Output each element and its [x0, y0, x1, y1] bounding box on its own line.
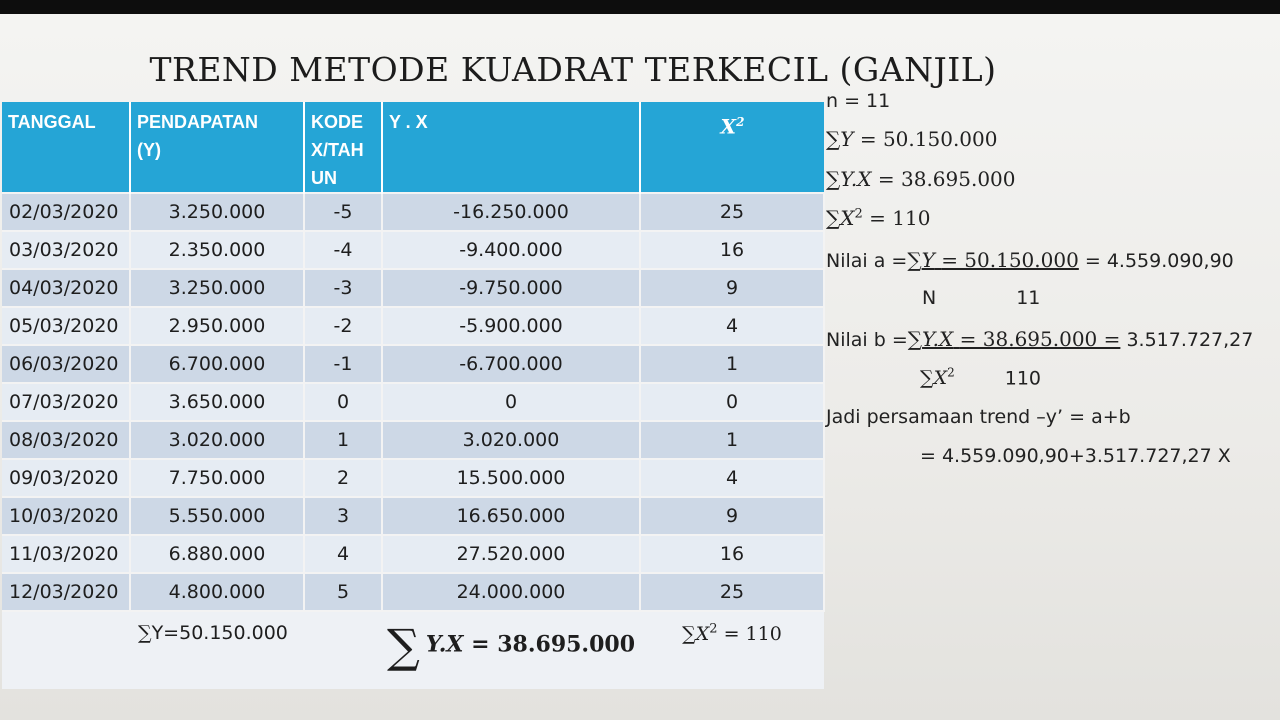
- top-black-bar: [0, 0, 1280, 14]
- table-header-row: [2, 102, 824, 193]
- cell-x2: 16: [640, 535, 824, 573]
- trend-equation-result: = 4.559.090,90+3.517.727,27 X: [920, 445, 1231, 467]
- total-cell-empty-2: [304, 611, 382, 689]
- cell-x2: 1: [640, 421, 824, 459]
- table-row: [2, 459, 824, 497]
- cell-tanggal: 07/03/2020: [2, 383, 130, 421]
- nilai-b-line: Nilai b =∑Y.X = 38.695.000 = 3.517.727,27: [826, 327, 1254, 351]
- cell-kode: 1: [304, 421, 382, 459]
- cell-tanggal: 06/03/2020: [2, 345, 130, 383]
- n-line: n = 11: [826, 90, 891, 112]
- table-row: [2, 573, 824, 611]
- table-row: [2, 497, 824, 535]
- cell-kode: -5: [304, 193, 382, 231]
- cell-kode: 3: [304, 497, 382, 535]
- cell-pendapatan: 3.250.000: [130, 269, 304, 307]
- cell-pendapatan: 2.950.000: [130, 307, 304, 345]
- cell-tanggal: 11/03/2020: [2, 535, 130, 573]
- cell-x2: 4: [640, 459, 824, 497]
- cell-tanggal: 03/03/2020: [2, 231, 130, 269]
- cell-kode: 2: [304, 459, 382, 497]
- cell-x2: 9: [640, 269, 824, 307]
- total-sum-x2: $\sum X^2 = 110$: [640, 611, 824, 689]
- cell-kode: -2: [304, 307, 382, 345]
- slide-title: TREND METODE KUADRAT TERKECIL (GANJIL): [149, 50, 997, 89]
- cell-yx: 24.000.000: [382, 573, 640, 611]
- nilai-a-denominator: N 11: [922, 287, 1041, 309]
- cell-x2: 16: [640, 231, 824, 269]
- cell-pendapatan: 6.880.000: [130, 535, 304, 573]
- cell-yx: 16.650.000: [382, 497, 640, 535]
- cell-x2: 25: [640, 193, 824, 231]
- cell-x2: 4: [640, 307, 824, 345]
- table-row: [2, 269, 824, 307]
- cell-kode: -4: [304, 231, 382, 269]
- cell-yx: 27.520.000: [382, 535, 640, 573]
- cell-x2: 0: [640, 383, 824, 421]
- cell-pendapatan: 5.550.000: [130, 497, 304, 535]
- totals-row: [2, 611, 824, 689]
- cell-x2: 25: [640, 573, 824, 611]
- cell-yx: -5.900.000: [382, 307, 640, 345]
- cell-tanggal: 08/03/2020: [2, 421, 130, 459]
- cell-tanggal: 04/03/2020: [2, 269, 130, 307]
- table-row: [2, 345, 824, 383]
- cell-tanggal: 09/03/2020: [2, 459, 130, 497]
- header-pendapatan: PENDAPATAN (Y): [130, 102, 304, 193]
- cell-pendapatan: 4.800.000: [130, 573, 304, 611]
- header-tanggal: TANGGAL: [2, 102, 130, 193]
- sum-yx-line: ∑Y.X = 38.695.000: [826, 167, 1016, 191]
- sum-x2-line: $\sum X^2 = 110$: [826, 206, 931, 230]
- cell-yx: -9.750.000: [382, 269, 640, 307]
- table-row: [2, 535, 824, 573]
- cell-pendapatan: 3.650.000: [130, 383, 304, 421]
- cell-tanggal: 12/03/2020: [2, 573, 130, 611]
- cell-yx: -16.250.000: [382, 193, 640, 231]
- table-row: [2, 421, 824, 459]
- header-yx: Y . X: [382, 102, 640, 193]
- cell-tanggal: 05/03/2020: [2, 307, 130, 345]
- table-row: [2, 231, 824, 269]
- header-x2: $X^2$: [640, 102, 824, 193]
- cell-pendapatan: 3.250.000: [130, 193, 304, 231]
- total-cell-empty: [2, 611, 130, 689]
- table-row: [2, 193, 824, 231]
- trend-equation-line: Jadi persamaan trend –y’ = a+b: [826, 406, 1131, 428]
- cell-yx: -9.400.000: [382, 231, 640, 269]
- cell-yx: 0: [382, 383, 640, 421]
- total-sum-yx: ∑ Y.X = 38.695.000: [382, 611, 640, 689]
- slide: [0, 14, 1280, 720]
- cell-kode: -1: [304, 345, 382, 383]
- cell-pendapatan: 7.750.000: [130, 459, 304, 497]
- cell-kode: 5: [304, 573, 382, 611]
- cell-tanggal: 10/03/2020: [2, 497, 130, 535]
- cell-x2: 9: [640, 497, 824, 535]
- cell-kode: 4: [304, 535, 382, 573]
- nilai-b-denominator: $\sum X^2$ 110: [920, 366, 1042, 390]
- sum-y-line: ∑Y = 50.150.000: [826, 127, 998, 151]
- cell-yx: -6.700.000: [382, 345, 640, 383]
- cell-kode: 0: [304, 383, 382, 421]
- cell-yx: 15.500.000: [382, 459, 640, 497]
- cell-yx: 3.020.000: [382, 421, 640, 459]
- nilai-a-line: Nilai a =∑Y = 50.150.000 = 4.559.090,90: [826, 248, 1234, 272]
- trend-table: [2, 102, 825, 689]
- table-row: [2, 307, 824, 345]
- cell-kode: -3: [304, 269, 382, 307]
- cell-pendapatan: 3.020.000: [130, 421, 304, 459]
- cell-tanggal: 02/03/2020: [2, 193, 130, 231]
- cell-pendapatan: 2.350.000: [130, 231, 304, 269]
- table-row: [2, 383, 824, 421]
- cell-x2: 1: [640, 345, 824, 383]
- total-sum-y: ∑Y=50.150.000: [130, 611, 304, 689]
- header-kode: KODE X/TAH UN: [304, 102, 382, 193]
- cell-pendapatan: 6.700.000: [130, 345, 304, 383]
